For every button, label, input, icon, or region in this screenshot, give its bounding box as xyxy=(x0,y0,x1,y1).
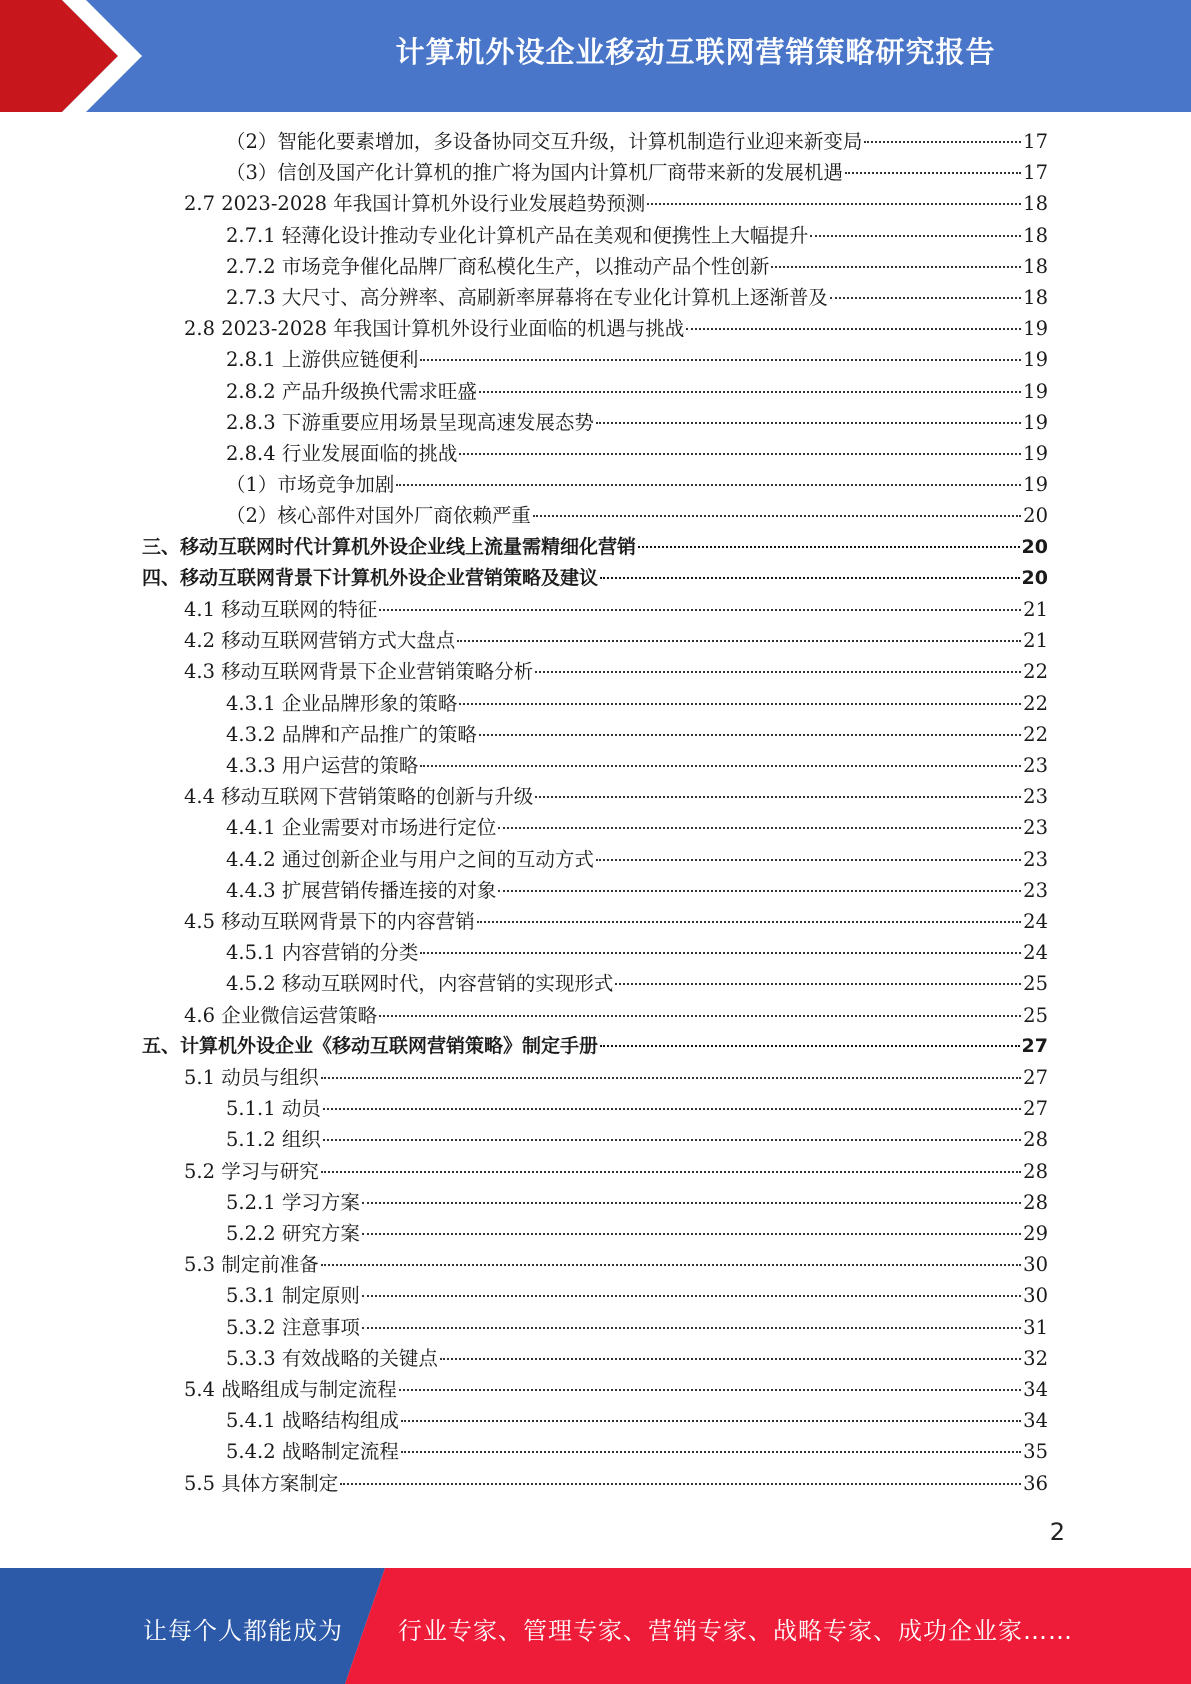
toc-dot-leader xyxy=(535,671,1021,673)
toc-entry-page: 23 xyxy=(1023,785,1048,808)
toc-dot-leader xyxy=(396,484,1021,486)
toc-entry-page: 34 xyxy=(1023,1378,1048,1401)
toc-dot-leader xyxy=(596,859,1021,861)
toc-entry-page: 23 xyxy=(1023,879,1048,902)
toc-entry-page: 19 xyxy=(1023,348,1048,371)
toc-dot-leader xyxy=(321,1077,1021,1079)
toc-dot-leader xyxy=(615,983,1021,985)
toc-entry-label: 2.7.1 轻薄化设计推动专业化计算机产品在美观和便携性上大幅提升 xyxy=(226,224,809,247)
toc-entry[interactable] xyxy=(226,812,1048,843)
toc-entry-page: 18 xyxy=(1023,192,1048,215)
toc-dot-leader xyxy=(771,266,1021,268)
toc-entry[interactable] xyxy=(184,1249,1048,1280)
toc-entry[interactable] xyxy=(184,1000,1048,1031)
toc-dot-leader xyxy=(686,328,1021,330)
toc-entry[interactable] xyxy=(226,126,1048,157)
toc-entry[interactable] xyxy=(184,906,1048,937)
toc-entry[interactable] xyxy=(226,719,1048,750)
toc-entry[interactable] xyxy=(142,532,1048,563)
toc-entry-label: 4.4.3 扩展营销传播连接的对象 xyxy=(226,879,497,902)
toc-entry-label: 5.1 动员与组织 xyxy=(184,1066,319,1089)
toc-entry[interactable] xyxy=(226,1093,1048,1124)
toc-dot-leader xyxy=(647,203,1021,205)
toc-entry-page: 23 xyxy=(1023,848,1048,871)
toc-entry-page: 28 xyxy=(1023,1128,1048,1151)
toc-entry-page: 20 xyxy=(1021,567,1048,589)
toc-dot-leader xyxy=(830,297,1021,299)
page-number: 2 xyxy=(1049,1518,1065,1546)
toc-entry-label: 4.3.3 用户运营的策略 xyxy=(226,754,419,777)
toc-entry[interactable] xyxy=(226,937,1048,968)
toc-entry-label: （2）智能化要素增加，多设备协同交互升级，计算机制造行业迎来新变局 xyxy=(226,130,863,153)
toc-entry-page: 36 xyxy=(1023,1472,1048,1495)
toc-entry-page: 18 xyxy=(1023,255,1048,278)
toc-entry-page: 23 xyxy=(1023,816,1048,839)
toc-entry-label: （3）信创及国产化计算机的推广将为国内计算机厂商带来新的发展机遇 xyxy=(226,161,843,184)
toc-entry-label: 4.3.2 品牌和产品推广的策略 xyxy=(226,723,477,746)
toc-entry-label: 5.1.1 动员 xyxy=(226,1097,321,1120)
toc-entry-page: 23 xyxy=(1023,754,1048,777)
toc-entry-page: 30 xyxy=(1023,1284,1048,1307)
toc-entry-page: 27 xyxy=(1023,1066,1048,1089)
toc-dot-leader xyxy=(321,1264,1021,1266)
toc-entry[interactable] xyxy=(184,594,1048,625)
toc-dot-leader xyxy=(362,1233,1021,1235)
toc-entry[interactable] xyxy=(226,407,1048,438)
toc-entry-label: 四、移动互联网背景下计算机外设企业营销策略及建议 xyxy=(142,567,599,589)
toc-dot-leader xyxy=(479,734,1021,736)
toc-entry-label: 4.4.1 企业需要对市场进行定位 xyxy=(226,816,497,839)
toc-entry-label: 5.5 具体方案制定 xyxy=(184,1472,339,1495)
toc-dot-leader xyxy=(845,172,1021,174)
toc-entry-page: 24 xyxy=(1023,910,1048,933)
toc-entry[interactable] xyxy=(142,563,1048,594)
toc-entry-label: 5.4 战略组成与制定流程 xyxy=(184,1378,397,1401)
toc-dot-leader xyxy=(340,1483,1021,1485)
toc-entry-label: 三、移动互联网时代计算机外设企业线上流量需精细化营销 xyxy=(142,536,637,558)
toc-dot-leader xyxy=(459,453,1021,455)
toc-dot-leader xyxy=(379,609,1021,611)
toc-entry-label: 5.2.2 研究方案 xyxy=(226,1222,360,1245)
toc-entry-label: 5.3.3 有效战略的关键点 xyxy=(226,1347,438,1370)
toc-entry-page: 21 xyxy=(1023,629,1048,652)
footer-slogan-left: 让每个人都能成为 xyxy=(143,1617,343,1645)
toc-entry-page: 19 xyxy=(1023,411,1048,434)
toc-entry-page: 22 xyxy=(1023,723,1048,746)
toc-entry-page: 20 xyxy=(1023,504,1048,527)
toc-entry-page: 28 xyxy=(1023,1191,1048,1214)
toc-entry-page: 31 xyxy=(1023,1316,1048,1339)
toc-dot-leader xyxy=(498,890,1021,892)
toc-entry-page: 25 xyxy=(1023,1004,1048,1027)
toc-dot-leader xyxy=(479,391,1021,393)
toc-dot-leader xyxy=(401,1451,1021,1453)
toc-entry-page: 35 xyxy=(1023,1440,1048,1463)
toc-entry[interactable] xyxy=(226,469,1048,500)
toc-entry-label: 5.1.2 组织 xyxy=(226,1128,321,1151)
toc-entry-page: 24 xyxy=(1023,941,1048,964)
toc-entry[interactable] xyxy=(184,1156,1048,1187)
page-footer xyxy=(0,1568,1191,1684)
toc-entry[interactable] xyxy=(226,1218,1048,1249)
toc-entry[interactable] xyxy=(226,750,1048,781)
report-title: 计算机外设企业移动互联网营销策略研究报告 xyxy=(395,35,996,69)
toc-entry[interactable] xyxy=(184,313,1048,344)
toc-entry-label: 4.5.2 移动互联网时代，内容营销的实现形式 xyxy=(226,972,614,995)
toc-dot-leader xyxy=(459,703,1021,705)
toc-entry-label: 2.7 2023-2028 年我国计算机外设行业发展趋势预测 xyxy=(184,192,646,215)
toc-entry[interactable] xyxy=(226,1405,1048,1436)
toc-dot-leader xyxy=(399,1389,1021,1391)
toc-entry-label: 4.5 移动互联网背景下的内容营销 xyxy=(184,910,475,933)
toc-entry-page: 34 xyxy=(1023,1409,1048,1432)
toc-entry-page: 17 xyxy=(1023,130,1048,153)
toc-entry[interactable] xyxy=(226,875,1048,906)
toc-entry-label: 2.8.4 行业发展面临的挑战 xyxy=(226,442,458,465)
toc-dot-leader xyxy=(420,359,1021,361)
toc-entry-label: 4.1 移动互联网的特征 xyxy=(184,598,378,621)
toc-entry[interactable] xyxy=(226,1187,1048,1218)
toc-entry-label: 5.3.1 制定原则 xyxy=(226,1284,360,1307)
toc-entry[interactable] xyxy=(226,1124,1048,1155)
toc-entry-label: 五、计算机外设企业《移动互联网营销策略》制定手册 xyxy=(142,1035,599,1057)
toc-entry-page: 19 xyxy=(1023,442,1048,465)
toc-entry-label: 2.7.2 市场竞争催化品牌厂商私模化生产，以推动产品个性创新 xyxy=(226,255,770,278)
toc-dot-leader xyxy=(600,1045,1020,1047)
toc-entry-page: 27 xyxy=(1021,1035,1048,1057)
toc-entry-page: 20 xyxy=(1021,536,1048,558)
toc-entry[interactable] xyxy=(184,625,1048,656)
toc-dot-leader xyxy=(420,765,1021,767)
toc-dot-leader xyxy=(810,235,1021,237)
toc-entry-label: 4.6 企业微信运营策略 xyxy=(184,1004,378,1027)
toc-dot-leader xyxy=(596,422,1021,424)
toc-entry-page: 17 xyxy=(1023,161,1048,184)
toc-entry-page: 32 xyxy=(1023,1347,1048,1370)
toc-entry[interactable] xyxy=(226,688,1048,719)
toc-entry[interactable] xyxy=(226,376,1048,407)
toc-entry[interactable] xyxy=(226,1343,1048,1374)
toc-entry[interactable] xyxy=(226,844,1048,875)
toc-dot-leader xyxy=(362,1327,1021,1329)
toc-entry-page: 25 xyxy=(1023,972,1048,995)
toc-dot-leader xyxy=(362,1295,1021,1297)
toc-entry[interactable] xyxy=(184,656,1048,687)
toc-entry[interactable] xyxy=(226,220,1048,251)
toc-dot-leader xyxy=(533,515,1021,517)
toc-dot-leader xyxy=(401,1420,1021,1422)
toc-entry-page: 19 xyxy=(1023,317,1048,340)
page-header xyxy=(0,0,1191,112)
toc-entry-label: 2.8.3 下游重要应用场景呈现高速发展态势 xyxy=(226,411,594,434)
toc-entry[interactable] xyxy=(184,188,1048,219)
toc-entry-label: （2）核心部件对国外厂商依赖严重 xyxy=(226,504,531,527)
toc-entry-label: 4.4.2 通过创新企业与用户之间的互动方式 xyxy=(226,848,594,871)
toc-entry-label: 2.8 2023-2028 年我国计算机外设行业面临的机遇与挑战 xyxy=(184,317,685,340)
header-chevron-graphic xyxy=(0,0,160,112)
toc-entry[interactable] xyxy=(184,1468,1048,1499)
toc-dot-leader xyxy=(440,1358,1021,1360)
toc-dot-leader xyxy=(457,640,1021,642)
toc-entry-label: 4.3.1 企业品牌形象的策略 xyxy=(226,692,458,715)
toc-entry-page: 30 xyxy=(1023,1253,1048,1276)
toc-entry[interactable] xyxy=(226,1436,1048,1467)
toc-entry-page: 21 xyxy=(1023,598,1048,621)
toc-entry-page: 18 xyxy=(1023,224,1048,247)
toc-entry-label: 5.4.1 战略结构组成 xyxy=(226,1409,399,1432)
toc-entry-label: 2.8.2 产品升级换代需求旺盛 xyxy=(226,380,477,403)
toc-entry[interactable] xyxy=(226,438,1048,469)
toc-entry[interactable] xyxy=(184,1374,1048,1405)
toc-dot-leader xyxy=(379,1015,1021,1017)
toc-entry-label: 5.2.1 学习方案 xyxy=(226,1191,360,1214)
toc-entry-page: 22 xyxy=(1023,660,1048,683)
toc-dot-leader xyxy=(477,921,1021,923)
footer-slogan-right: 行业专家、管理专家、营销专家、战略专家、成功企业家…… xyxy=(398,1617,1073,1645)
toc-dot-leader xyxy=(321,1171,1021,1173)
toc-entry-label: 5.4.2 战略制定流程 xyxy=(226,1440,399,1463)
toc-dot-leader xyxy=(362,1202,1021,1204)
toc-entry-label: 5.2 学习与研究 xyxy=(184,1160,319,1183)
toc-dot-leader xyxy=(498,827,1021,829)
toc-entry-label: 5.3.2 注意事项 xyxy=(226,1316,360,1339)
toc-entry[interactable] xyxy=(226,282,1048,313)
toc-entry[interactable] xyxy=(226,500,1048,531)
toc-entry-label: 2.7.3 大尺寸、高分辨率、高刷新率屏幕将在专业化计算机上逐渐普及 xyxy=(226,286,828,309)
toc-entry-label: 5.3 制定前准备 xyxy=(184,1253,319,1276)
toc-entry-page: 19 xyxy=(1023,380,1048,403)
toc-entry[interactable] xyxy=(226,1280,1048,1311)
toc-entry[interactable] xyxy=(184,781,1048,812)
toc-entry-page: 18 xyxy=(1023,286,1048,309)
toc-dot-leader xyxy=(323,1139,1021,1141)
toc-dot-leader xyxy=(420,952,1021,954)
toc-dot-leader xyxy=(638,546,1020,548)
toc-dot-leader xyxy=(323,1108,1021,1110)
toc-entry-page: 22 xyxy=(1023,692,1048,715)
toc-entry-label: （1）市场竞争加剧 xyxy=(226,473,395,496)
toc-entry-label: 4.3 移动互联网背景下企业营销策略分析 xyxy=(184,660,534,683)
toc-entry-page: 27 xyxy=(1023,1097,1048,1120)
toc-entry-label: 4.5.1 内容营销的分类 xyxy=(226,941,419,964)
toc-entry[interactable] xyxy=(226,157,1048,188)
toc-entry-label: 2.8.1 上游供应链便利 xyxy=(226,348,419,371)
toc-entry[interactable] xyxy=(184,1062,1048,1093)
toc-entry[interactable] xyxy=(226,344,1048,375)
toc-dot-leader xyxy=(600,577,1020,579)
toc-entry-label: 4.4 移动互联网下营销策略的创新与升级 xyxy=(184,785,534,808)
toc-entry[interactable] xyxy=(226,968,1048,999)
toc-entry[interactable] xyxy=(226,251,1048,282)
toc-entry-page: 29 xyxy=(1023,1222,1048,1245)
toc-entry-label: 4.2 移动互联网营销方式大盘点 xyxy=(184,629,456,652)
toc-dot-leader xyxy=(535,796,1021,798)
toc-entry[interactable] xyxy=(226,1312,1048,1343)
toc-dot-leader xyxy=(864,141,1021,143)
toc-entry-page: 28 xyxy=(1023,1160,1048,1183)
toc-entry[interactable] xyxy=(142,1031,1048,1062)
toc-entry-page: 19 xyxy=(1023,473,1048,496)
